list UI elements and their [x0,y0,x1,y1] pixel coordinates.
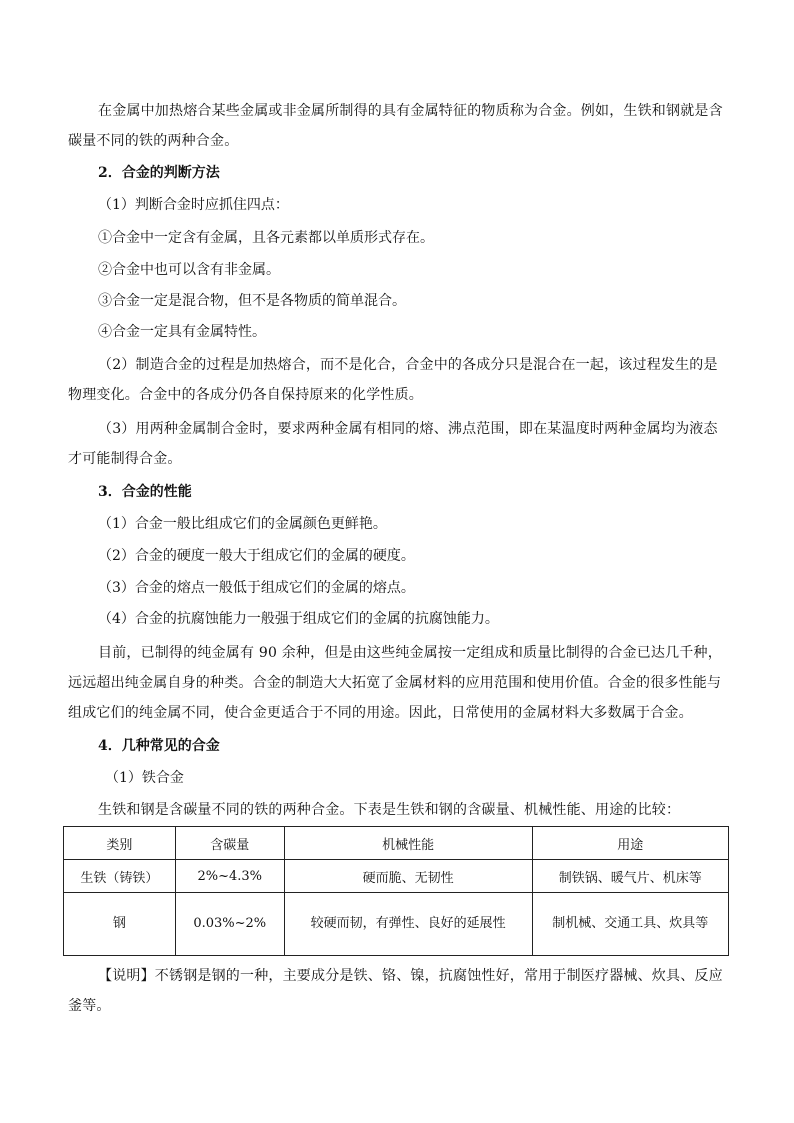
section-2-sub2: （2）制造合金的过程是加热熔合，而不是化合，合金中的各成分只是混合在一起，该过程发生的是物理变化。合金中的各成分仍各自保持原来的化学性质。 [68,357,718,403]
point-2: ②合金中也可以含有非金属。 [98,262,280,278]
table-header-cell: 用途 [532,827,729,860]
table-header-row [64,827,729,860]
property-1: （1）合金一般比组成它们的金属颜色更鲜艳。 [98,516,387,532]
table-cell: 制机械、交通工具、炊具等 [532,893,729,956]
section-2-sub1: （1）判断合金时应抓住四点： [98,197,289,213]
alloy-comparison-table [63,826,729,956]
section-4-heading: 4．几种常见的合金 [98,738,220,754]
table-cell: 钢 [64,893,176,956]
table-row [64,860,729,893]
table-row [64,893,729,956]
section-3-heading: 3．合金的性能 [98,484,192,500]
table-cell: 0.03%~2% [175,893,284,956]
table-cell: 制铁锅、暖气片、机床等 [532,860,729,893]
property-4: （4）合金的抗腐蚀能力一般强于组成它们的金属的抗腐蚀能力。 [98,611,499,627]
table-cell: 2%~4.3% [175,860,284,893]
property-3: （3）合金的熔点一般低于组成它们的金属的熔点。 [98,580,415,596]
property-2: （2）合金的硬度一般大于组成它们的金属的硬度。 [98,548,415,564]
table-header-cell: 含碳量 [175,827,284,860]
section-4-sub1: （1）铁合金 [105,770,184,786]
note-paragraph: 【说明】不锈钢是钢的一种，主要成分是铁、铬、镍，抗腐蚀性好，常用于制医疗器械、炊具、反应釜等。 [68,968,723,1014]
section-2-heading: 2．合金的判断方法 [98,165,220,181]
table-cell: 硬而脆、无韧性 [284,860,532,893]
intro-paragraph: 在金属中加热熔合某些金属或非金属所制得的具有金属特征的物质称为合金。例如，生铁和钢就是含碳量不同的铁的两种合金。 [68,103,723,149]
table-cell: 较硬而韧，有弹性、良好的延展性 [284,893,532,956]
section-2-sub3: （3）用两种金属制合金时，要求两种金属有相同的熔、沸点范围，即在某温度时两种金属均为液态才可能制得合金。 [68,421,718,467]
point-4: ④合金一定具有金属特性。 [98,324,266,340]
table-header-cell: 类别 [64,827,176,860]
table-intro: 生铁和钢是含碳量不同的铁的两种合金。下表是生铁和钢的含碳量、机械性能、用途的比较： [98,802,681,818]
table-header-cell: 机械性能 [284,827,532,860]
point-3: ③合金一定是混合物，但不是各物质的简单混合。 [98,293,406,309]
table-cell: 生铁（铸铁） [64,860,176,893]
point-1: ①合金中一定含有金属，且各元素都以单质形式存在。 [98,230,434,246]
section-3-paragraph: 目前，已制得的纯金属有 90 余种，但是由这些纯金属按一定组成和质量比制得的合金已达几千种，远远超出纯金属自身的种类。合金的制造大大拓宽了金属材料的应用范围和使用价值。合金的很多性能与组成它们的纯金属不同，使合金更适合于不同的用途。因此，日常使用的金属材料大多数属于合金。 [68,645,722,721]
